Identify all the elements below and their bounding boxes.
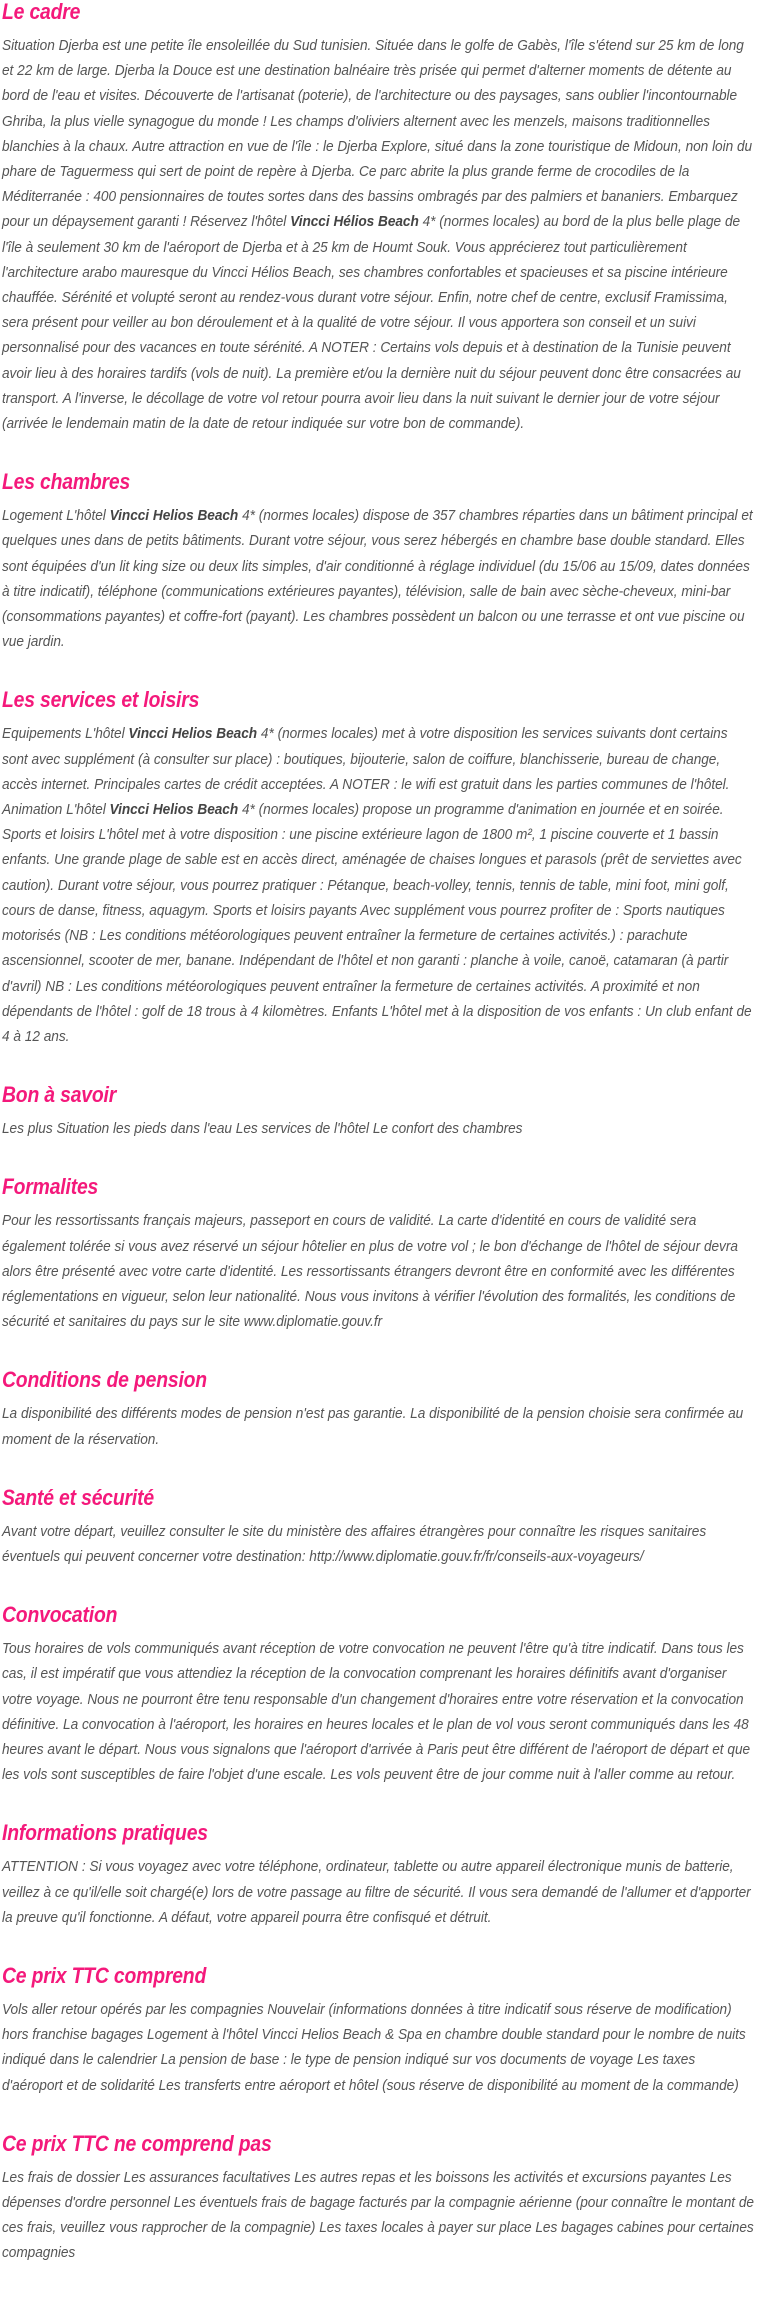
section-formalites	[2, 1175, 756, 1334]
section-heading-conditions-de-pension: Conditions de pension	[2, 1367, 207, 1393]
section-body-les-services-et-loisirs	[2, 721, 756, 1049]
section-ce-prix-ttc-ne-comprend-pas	[2, 2132, 756, 2266]
section-heading-ce-prix-ttc-comprend: Ce prix TTC comprend	[2, 1962, 207, 1988]
section-heading-sante-et-securite: Santé et sécurité	[2, 1484, 154, 1510]
section-ce-prix-ttc-comprend	[2, 1964, 756, 2098]
section-heading-les-chambres: Les chambres	[2, 469, 131, 495]
body-text-part: Logement L'hôtel	[2, 507, 110, 525]
body-text-part: Equipements L'hôtel	[2, 725, 129, 743]
body-text-emphasis: Vincci Hélios Beach	[290, 213, 419, 231]
body-text-part: ATTENTION : Si vous voyagez avec votre téléphone, ordinateur, tablette ou autre appareil électronique munis de batterie, veillez à ce qu'il/elle soit chargé(e) lors de votre passage au filtre de sécurité. Il vous sera demandé de l'allumer et d'apporter la preuve qu'il fonctionne. A défaut, votre appareil pourra être confisqué et détruit.	[2, 1858, 751, 1926]
section-informations-pratiques	[2, 1821, 756, 1930]
section-heading-bon-a-savoir: Bon à savoir	[2, 1082, 117, 1108]
body-text-part: La disponibilité des différents modes de pension n'est pas garantie. La disponibilité de la pension choisie sera confirmée au moment de la réservation.	[2, 1405, 744, 1448]
body-text-part: Pour les ressortissants français majeurs, passeport en cours de validité. La carte d'identité en cours de validité sera également tolérée si vous avez réservé un séjour hôtelier en plus de votre vol ; le bon d'échange de l'hôtel de séjour devra alors être présenté avec votre carte d'identité. Les ressortissants étrangers devront être en conformité avec les différentes réglementations en vigueur, selon leur nationalité. Nous vous invitons à vérifier l'évolution des formalités, les conditions de sécurité et sanitaires du pays sur le site www.diplomatie.gouv.fr	[2, 1212, 738, 1331]
section-le-cadre	[2, 0, 756, 436]
section-heading-informations-pratiques: Informations pratiques	[2, 1820, 208, 1846]
body-text-part: 4* (normes locales) dispose de 357 chambres réparties dans un bâtiment principal et quelques unes dans de petits bâtiments. Durant votre séjour, vous serez hébergés en chambre base double standard. Elles sont équipées d'un lit king size ou deux lits simples, d'air conditionné à réglage individuel (du 15/06 au 15/09, dates données à titre indicatif), téléphone (communications extérieures payantes), télévision, salle de bain avec sèche-cheveux, mini-bar (consommations payantes) et coffre-fort (payant). Les chambres possèdent un balcon ou une terrasse et ont vue piscine ou vue jardin.	[2, 507, 753, 651]
section-les-chambres	[2, 470, 756, 654]
section-body-les-chambres	[2, 503, 756, 654]
body-text-emphasis: Vincci Helios Beach	[109, 507, 239, 525]
section-heading-le-cadre: Le cadre	[2, 0, 81, 24]
body-text-part: Les frais de dossier Les assurances facultatives Les autres repas et les boissons les activités et excursions payantes Les dépenses d'ordre personnel Les éventuels frais de bagage facturés par la compagnie aérienne (pour connaître le montant de ces frais, veuillez vous rapprocher de la compagnie) Les taxes locales à payer sur place Les bagages cabines pour certaines compagnies	[2, 2168, 754, 2262]
section-body-convocation	[2, 1636, 756, 1787]
section-bon-a-savoir	[2, 1083, 756, 1141]
body-text-part: 4* (normes locales) propose un programme d'animation en journée et en soirée. Sports et loisirs L'hôtel met à votre disposition : une piscine extérieure lagon de 1800 m², 1 piscine couverte et 1 bassin enfants. Une grande plage de sable est en accès direct, aménagée de chaises longues et parasols (prêt de serviettes avec caution). Durant votre séjour, vous pourrez pratiquer : Pétanque, beach-volley, tennis, tennis de table, mini foot, mini golf, cours de danse, fitness, aquagym. Sports et loisirs payants Avec supplément vous pourrez profiter de : Sports nautiques motorisés (NB : Les conditions météorologiques peuvent entraîner la fermeture de certaines activités.) : parachute ascensionnel, scooter de mer, banane. Indépendant de l'hôtel et non garanti : planche à voile, canoë, catamaran (à partir d'avril) NB : Les conditions météorologiques peuvent entraîner la fermeture de certaines activités. A proximité et non dépendants de l'hôtel : golf de 18 trous à 4 kilomètres. Enfants L'hôtel met à la disposition de vos enfants : Un club enfant de 4 à 12 ans.	[2, 801, 752, 1045]
section-sante-et-securite	[2, 1486, 756, 1569]
section-body-le-cadre	[2, 33, 756, 436]
section-heading-ce-prix-ttc-ne-comprend-pas: Ce prix TTC ne comprend pas	[2, 2130, 272, 2156]
body-text-part: 4* (normes locales) met à votre disposition les services suivants dont certains sont avec supplément (à consulter sur place) : boutiques, bijouterie, salon de coiffure, blanchisserie, bureau de change, accès internet. Principales cartes de crédit acceptées. A NOTER : le wifi est gratuit dans les parties communes de l'hôtel. Animation L'hôtel	[2, 725, 730, 819]
body-text-part: 4* (normes locales) au bord de la plus belle plage de l'île à seulement 30 km de l'aéroport de Djerba et à 25 km de Houmt Souk. Vous apprécierez tout particulièrement l'architecture arabo mauresque du Vincci Hélios Beach, ses chambres confortables et spacieuses et sa piscine intérieure chauffée. Sérénité et volupté seront au rendez-vous durant votre séjour. Enfin, notre chef de centre, exclusif Framissima, sera présent pour veiller au bon déroulement et à la qualité de votre séjour. Il vous apportera son conseil et un suivi personnalisé pour des vacances en toute sérénité. A NOTER : Certains vols depuis et à destination de la Tunisie peuvent avoir lieu à des horaires tardifs (vols de nuit). La première et/ou la dernière nuit du séjour peuvent donc être consacrées au transport. A l'inverse, le décollage de votre vol retour pourra avoir lieu dans la nuit suivant le dernier jour de votre séjour (arrivée le lendemain matin de la date de retour indiquée sur votre bon de commande).	[2, 213, 741, 433]
section-les-services-et-loisirs	[2, 688, 756, 1049]
section-heading-formalites: Formalites	[2, 1174, 99, 1200]
section-convocation	[2, 1603, 756, 1787]
section-heading-convocation: Convocation	[2, 1602, 118, 1628]
section-body-informations-pratiques	[2, 1854, 756, 1930]
section-body-conditions-de-pension	[2, 1401, 756, 1451]
section-body-formalites	[2, 1208, 756, 1334]
section-conditions-de-pension	[2, 1368, 756, 1451]
section-body-bon-a-savoir	[2, 1116, 756, 1141]
body-text-part: Les plus Situation les pieds dans l'eau Les services de l'hôtel Le confort des chambres	[2, 1120, 523, 1138]
section-body-ce-prix-ttc-comprend	[2, 1997, 756, 2098]
body-text-emphasis: Vincci Helios Beach	[109, 801, 239, 819]
body-text-part: Tous horaires de vols communiqués avant réception de votre convocation ne peuvent l'être qu'à titre indicatif. Dans tous les cas, il est impératif que vous attendiez la réception de la convocation comprenant les horaires définitifs avant d'organiser votre voyage. Nous ne pourront être tenu responsable d'un changement d'horaires entre votre réservation et la convocation définitive. La convocation à l'aéroport, les horaires en heures locales et le plan de vol vous seront communiqués dans les 48 heures avant le départ. Nous vous signalons que l'aéroport d'arrivée à Paris peut être différent de l'aéroport de départ et que les vols sont susceptibles de faire l'objet d'une escale. Les vols peuvent être de jour comme nuit à l'aller comme au retour.	[2, 1640, 751, 1784]
body-text-part: Vols aller retour opérés par les compagnies Nouvelair (informations données à titre indicatif sous réserve de modification) hors franchise bagages Logement à l'hôtel Vincci Helios Beach & Spa en chambre double standard pour le nombre de nuits indiqué dans le calendrier La pension de base : le type de pension indiqué sur vos documents de voyage Les taxes d'aéroport et de solidarité Les transferts entre aéroport et hôtel (sous réserve de disponibilité au moment de la commande)	[2, 2000, 746, 2094]
section-body-ce-prix-ttc-ne-comprend-pas	[2, 2165, 756, 2266]
body-text-emphasis: Vincci Helios Beach	[128, 725, 258, 743]
body-text-part: Avant votre départ, veuillez consulter le site du ministère des affaires étrangères pour connaître les risques sanitaires éventuels qui peuvent concerner votre destination: http://www.diplomatie.gouv.fr/fr/conseils-aux-voyageurs/	[2, 1522, 707, 1565]
body-text-part: Situation Djerba est une petite île ensoleillée du Sud tunisien. Située dans le golfe de Gabès, l'île s'étend sur 25 km de long et 22 km de large. Djerba la Douce est une destination balnéaire très prisée qui permet d'alterner moments de détente au bord de l'eau et visites. Découverte de l'artisanat (poterie), de l'architecture ou des paysages, sans oublier l'incontournable Ghriba, la plus vielle synagogue du monde ! Les champs d'oliviers alternent avec les menzels, maisons traditionnelles blanchies à la chaux. Autre attraction en vue de l'île : le Djerba Explore, situé dans la zone touristique de Midoun, non loin du phare de Taguermess qui sert de point de repère à Djerba. Ce parc abrite la plus grande ferme de crocodiles de la Méditerranée : 400 pensionnaires de toutes sortes dans des bassins ombragés par des palmiers et bananiers. Embarquez pour un dépaysement garanti ! Réservez l'hôtel	[2, 37, 753, 231]
section-heading-les-services-et-loisirs: Les services et loisirs	[2, 687, 200, 713]
section-body-sante-et-securite	[2, 1519, 756, 1569]
